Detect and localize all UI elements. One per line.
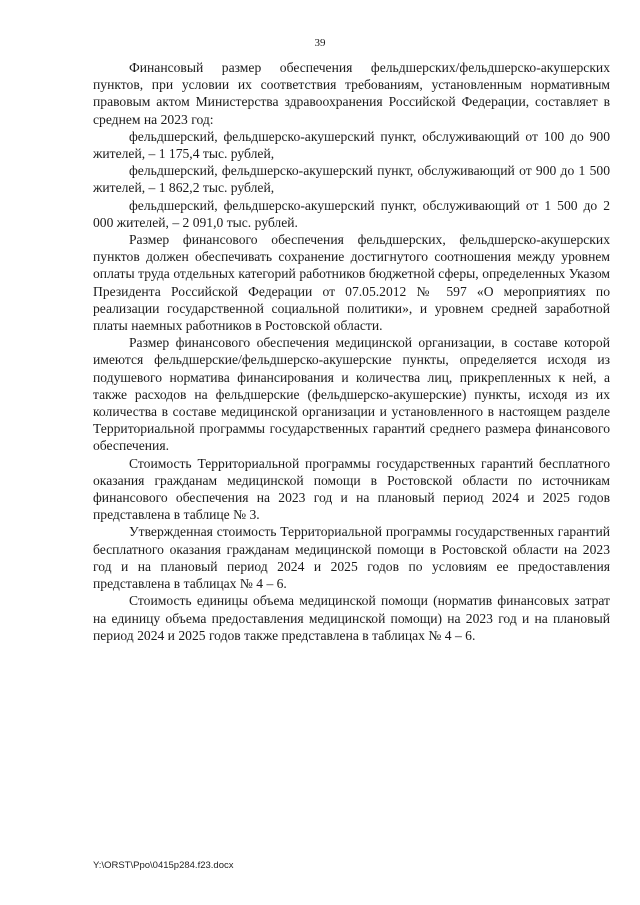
paragraph-fap-financial-size: Финансовый размер обеспечения фельдшерских/фельдшерско-акушерских пунктов, при условии их соответствия требованиям, установленным нормативным правовым актом Министерства здравоохранения Российской Федерации, составляет в среднем на 2023 год: xyxy=(93,60,610,127)
document-body xyxy=(93,59,610,644)
paragraph-fap-100-900: фельдшерский, фельдшерско-акушерский пункт, обслуживающий от 100 до 900 жителей, – 1 175,4 тыс. рублей, xyxy=(93,128,610,162)
paragraph-salary-ratio: Размер финансового обеспечения фельдшерских, фельдшерско-акушерских пунктов должен обеспечивать сохранение достигнутого соотношения между уровнем оплаты труда отдельных категорий работников бюджетной сферы, определенных Указом Президента Российской Федерации от 07.05.2012 № 597 «О мероприятиях по реализации государственной социальной политики», и уровнем средней заработной платы наемных работников в Ростовской области. xyxy=(93,232,610,334)
paragraph-unit-cost: Стоимость единицы объема медицинской помощи (норматив финансовых затрат на единицу объема предоставления медицинской помощи) на 2023 год и на плановый период 2024 и 2025 годов также представлена в таблицах № 4 – 6. xyxy=(93,593,610,643)
footer-file-path: Y:\ORST\Ppo\0415p284.f23.docx xyxy=(93,860,234,871)
paragraph-org-financing: Размер финансового обеспечения медицинской организации, в составе которой имеются фельдшерские/фельдшерско-акушерские пункты, определяется исходя из подушевого норматива финансирования и количества лиц, прикрепленных к ней, а также расходов на фельдшерские (фельдшерско-акушерские) пункты, исходя из их количества в составе медицинской организации и установленного в настоящем разделе Территориальной программы государственных гарантий среднего размера финансового обеспечения. xyxy=(93,335,610,454)
paragraph-program-cost: Стоимость Территориальной программы государственных гарантий бесплатного оказания гражданам медицинской помощи в Ростовской области по источникам финансового обеспечения на 2023 год и на плановый период 2024 и 2025 годов представлена в таблице № 3. xyxy=(93,455,610,523)
paragraph-approved-cost: Утвержденная стоимость Территориальной программы государственных гарантий бесплатного оказания гражданам медицинской помощи в Ростовской области на 2023 год и на плановый период 2024 и 2025 годов по условиям ее предоставления представлена в таблицах № 4 – 6. xyxy=(93,524,610,592)
paragraph-fap-900-1500: фельдшерский, фельдшерско-акушерский пункт, обслуживающий от 900 до 1 500 жителей, – 1 862,2 тыс. рублей, xyxy=(93,163,610,196)
paragraph-fap-1500-2000: фельдшерский, фельдшерско-акушерский пункт, обслуживающий от 1 500 до 2 000 жителей, – 2 091,0 тыс. рублей. xyxy=(93,197,610,230)
page-number: 39 xyxy=(314,37,326,49)
